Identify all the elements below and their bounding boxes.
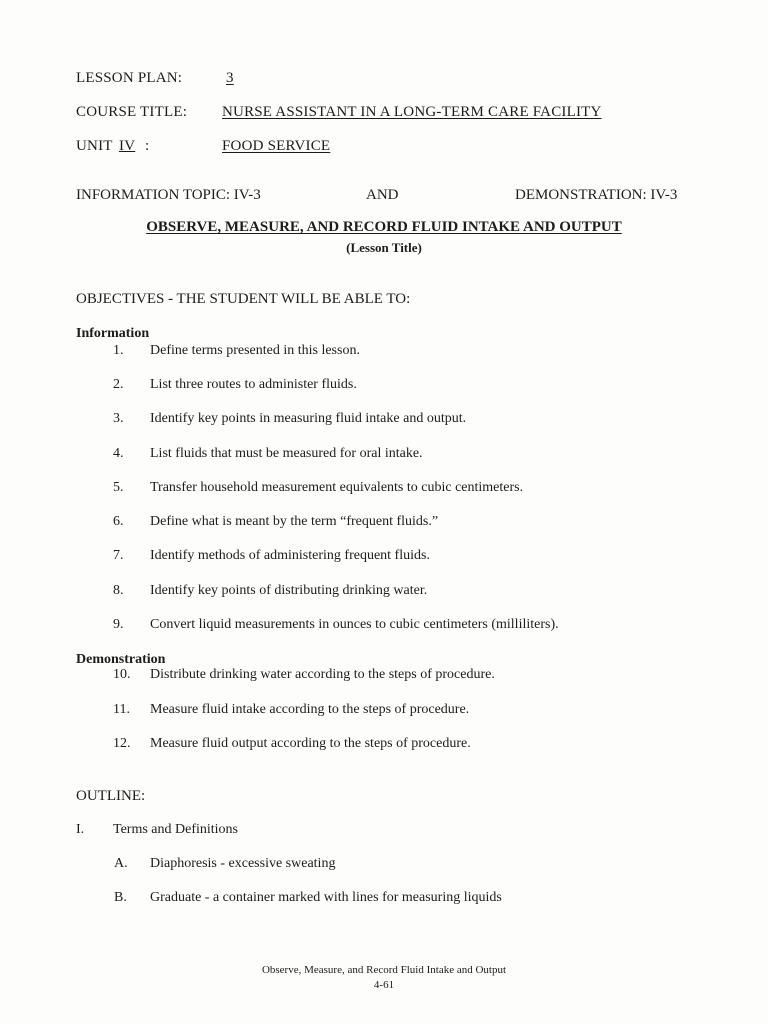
item-text: Convert liquid measurements in ounces to cubic centimeters (milliliters).	[150, 617, 559, 632]
item-text: Transfer household measurement equivalents to cubic centimeters.	[150, 480, 524, 495]
item-number: 4.	[113, 446, 124, 461]
lesson-title: OBSERVE, MEASURE, AND RECORD FLUID INTAKE AND OUTPUT	[146, 219, 622, 235]
and-connector: AND	[366, 187, 399, 203]
item-number: 12.	[113, 736, 131, 751]
objectives-heading: OBJECTIVES - THE STUDENT WILL BE ABLE TO:	[76, 291, 411, 307]
lesson-plan-value: 3	[226, 70, 234, 86]
information-heading: Information	[76, 326, 150, 341]
demonstration-topic: DEMONSTRATION: IV-3	[515, 187, 678, 203]
item-number: 6.	[113, 514, 124, 529]
item-text: Define what is meant by the term “frequent fluids.”	[150, 514, 439, 529]
unit-colon: :	[145, 138, 150, 154]
item-number: 7.	[113, 548, 124, 563]
outline-item-letter: A.	[114, 856, 128, 871]
lesson-subtitle: (Lesson Title)	[346, 240, 422, 255]
footer-title: Observe, Measure, and Record Fluid Intake and Output	[261, 964, 507, 976]
item-number: 9.	[113, 617, 124, 632]
item-text: Identify key points in measuring fluid intake and output.	[150, 411, 467, 426]
unit-label: UNIT	[76, 138, 113, 154]
page-number: 4-61	[373, 979, 395, 991]
item-number: 8.	[113, 583, 124, 598]
item-number: 10.	[113, 667, 131, 682]
item-number: 2.	[113, 377, 124, 392]
course-title-value: NURSE ASSISTANT IN A LONG-TERM CARE FACILITY	[222, 104, 602, 120]
item-text: Define terms presented in this lesson.	[150, 343, 360, 358]
outline-section-number: I.	[76, 822, 85, 837]
outline-item-text: Diaphoresis - excessive sweating	[150, 856, 336, 871]
information-topic: INFORMATION TOPIC: IV-3	[76, 187, 261, 203]
item-text: List fluids that must be measured for oral intake.	[150, 446, 423, 461]
outline-item-text: Graduate - a container marked with lines for measuring liquids	[150, 890, 502, 905]
outline-heading: OUTLINE:	[76, 788, 146, 804]
item-text: List three routes to administer fluids.	[150, 377, 357, 392]
item-text: Identify methods of administering frequent fluids.	[150, 548, 430, 563]
course-title-label: COURSE TITLE:	[76, 104, 188, 120]
unit-field-value: FOOD SERVICE	[222, 138, 331, 154]
item-number: 3.	[113, 411, 124, 426]
item-number: 1.	[113, 343, 124, 358]
lesson-plan-label: LESSON PLAN:	[76, 70, 183, 86]
item-number: 11.	[113, 702, 130, 717]
item-text: Measure fluid intake according to the steps of procedure.	[150, 702, 470, 717]
unit-number: IV	[119, 138, 136, 154]
item-number: 5.	[113, 480, 124, 495]
outline-section-title: Terms and Definitions	[113, 822, 238, 837]
demonstration-heading: Demonstration	[76, 652, 166, 667]
item-text: Measure fluid output according to the steps of procedure.	[150, 736, 471, 751]
item-text: Identify key points of distributing drinking water.	[150, 583, 428, 598]
item-text: Distribute drinking water according to the steps of procedure.	[150, 667, 495, 682]
outline-item-letter: B.	[114, 890, 127, 905]
